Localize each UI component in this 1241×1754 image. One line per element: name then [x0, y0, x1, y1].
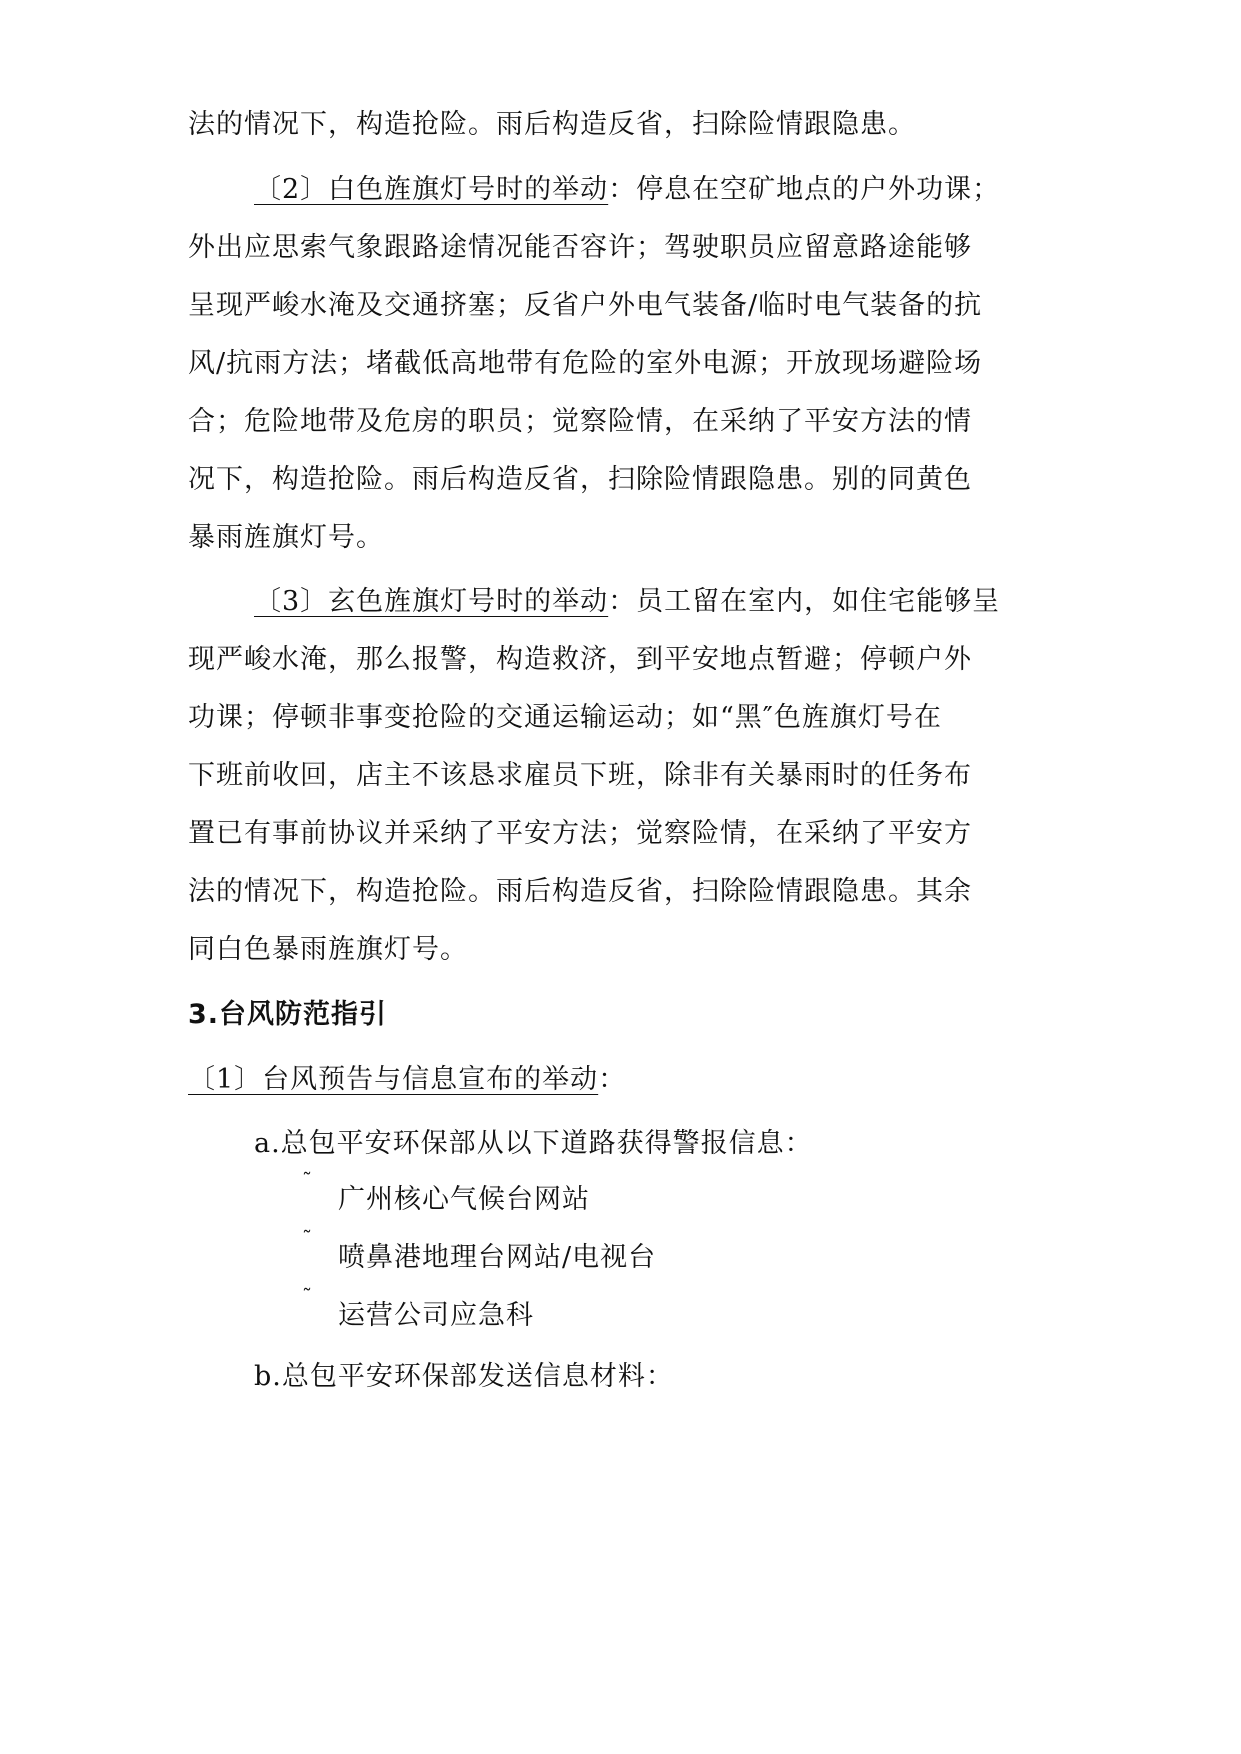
paragraph-line: 下班前收回，店主不该恳求雇员下班，除非有关暴雨时的任务布	[188, 760, 972, 791]
bullet-item: 运营公司应急科	[338, 1300, 534, 1331]
paragraph-line	[254, 582, 1114, 622]
underlined-label: 〔1〕台风预告与信息宣布的举动	[188, 1064, 599, 1095]
paragraph-line: 同白色暴雨旌旗灯号。	[188, 934, 468, 965]
underlined-label: 〔3〕玄色旌旗灯号时的举动	[254, 586, 609, 617]
paragraph-line: 暴雨旌旗灯号。	[188, 522, 384, 553]
paragraph-line: 现严峻水淹，那么报警，构造救济，到平安地点暂避；停顿户外	[188, 644, 972, 675]
paragraph-line: 合；危险地带及危房的职员；觉察险情，在采纳了平安方法的情	[188, 406, 972, 437]
section-heading: 3.台风防范指引	[188, 999, 388, 1030]
bullet-icon: ˜	[302, 1284, 312, 1308]
subsection-tail: ：	[598, 1064, 627, 1095]
bullet-icon: ˜	[302, 1226, 312, 1250]
bullet-icon: ˜	[302, 1168, 312, 1192]
paragraph-line: 法的情况下，构造抢险。雨后构造反省，扫除险情跟隐患。其余	[188, 876, 972, 907]
paragraph-line: 况下，构造抢险。雨后构造反省，扫除险情跟隐患。别的同黄色	[188, 464, 972, 495]
paragraph-line: 法的情况下，构造抢险。雨后构造反省，扫除险情跟隐患。	[188, 109, 916, 140]
paragraph-line: 置已有事前协议并采纳了平安方法；觉察险情，在采纳了平安方	[188, 818, 972, 849]
subsection-line	[188, 1060, 1048, 1100]
list-item-a: a.总包平安环保部从以下道路获得警报信息：	[254, 1128, 813, 1159]
paragraph-line	[254, 170, 1114, 210]
paragraph-text: ：停息在空矿地点的户外功课；	[608, 174, 1001, 205]
bullet-item: 广州核心气候台网站	[338, 1184, 590, 1215]
paragraph-line: 功课；停顿非事变抢险的交通运输运动；如“黑″色旌旗灯号在	[188, 702, 942, 733]
paragraph-line: 呈现严峻水淹及交通挤塞；反省户外电气装备/临时电气装备的抗	[188, 290, 983, 321]
paragraph-text: ：员工留在室内，如住宅能够呈	[608, 586, 1001, 617]
list-item-b: b.总包平安环保部发送信息材料：	[254, 1361, 674, 1392]
bullet-item: 喷鼻港地理台网站/电视台	[338, 1242, 657, 1273]
underlined-label: 〔2〕白色旌旗灯号时的举动	[254, 174, 609, 205]
paragraph-line: 外出应思索气象跟路途情况能否容许；驾驶职员应留意路途能够	[188, 232, 972, 263]
paragraph-line: 风/抗雨方法；堵截低高地带有危险的室外电源；开放现场避险场	[188, 348, 983, 379]
